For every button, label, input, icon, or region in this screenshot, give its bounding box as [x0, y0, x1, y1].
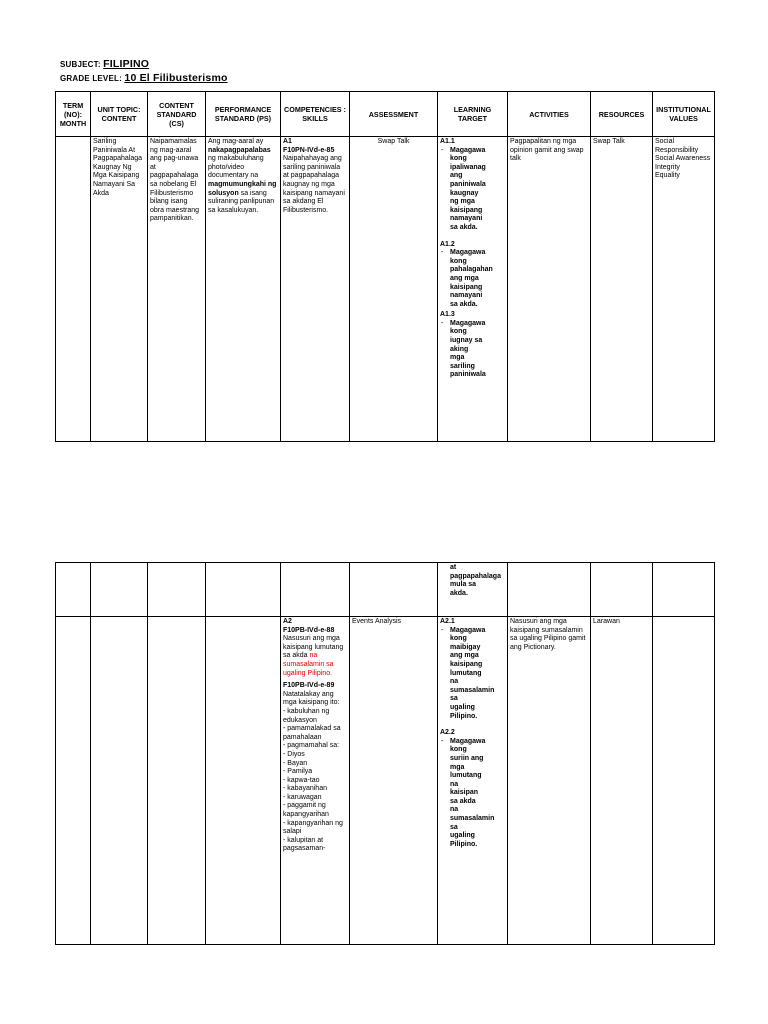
col-header-content-standard: CONTENT STANDARD (CS) — [148, 92, 206, 137]
ps-text-c: ng makabuluhang photo/video documentary na — [208, 155, 264, 180]
comp-list-item: - pamamalakad sa pamahalaan — [283, 725, 341, 741]
activities-cell: Pagpapalitan ng mga opinion gamit ang swap talk — [508, 137, 591, 442]
target-item: - Magagawa kong ipaliwanag ang paniniwala kaugnay ng mga kaisipang namayani sa akda. — [441, 146, 486, 231]
comp-list-item: - Diyos — [283, 750, 305, 758]
target-code: A1.1 — [440, 138, 455, 145]
learning-target-cell — [438, 137, 508, 442]
col-header-institutional-values: INSTITUTIONAL VALUES — [653, 92, 715, 137]
target-text: Magagawa kong maibigay ang mga kaisipang lumutang na sumasalamin sa ugaling Pilipino. — [450, 626, 495, 720]
col-header-assessment: ASSESSMENT — [350, 92, 438, 137]
performance-standard-cell — [206, 617, 281, 945]
empty-cell — [281, 563, 350, 617]
ps-text-a: Ang mag-aaral ay — [208, 138, 264, 145]
value-item: Social Responsibility — [655, 138, 699, 154]
target-code: A2.1 — [440, 618, 455, 625]
grade-label: GRADE LEVEL: — [60, 74, 122, 83]
activities-cell: Nasusuri ang mga kaisipang sumasalamin sa ugaling Pilipino gamit ang Pictionary. — [508, 617, 591, 945]
empty-cell — [148, 563, 206, 617]
comp-sub: F10PB-IVd-e-89 — [283, 682, 335, 690]
institutional-values-cell — [653, 617, 715, 945]
grade-level-line — [60, 72, 228, 84]
unit-topic-cell: Sariling Paniniwala At Pagpapahalaga Kaugnay Ng Mga Kaisipang Namayani Sa Akda — [91, 137, 148, 442]
target-code: A2.2 — [440, 729, 455, 737]
resources-cell: Swap Talk — [591, 137, 653, 442]
subject-value: FILIPINO — [103, 58, 150, 70]
subject-label: SUBJECT: — [60, 60, 101, 69]
empty-cell — [206, 563, 281, 617]
learning-target-cell — [438, 617, 508, 945]
content-standard-cell: Naipamamalas ng mag-aaral ang pag-unawa at pagpapahalaga sa nobelang El Filibusterismo bilang isang obra maestrang pampanitikan. — [148, 137, 206, 442]
target-item: - Magagawa kong maibigay ang mga kaisipang lumutang na sumasalamin sa ugaling Pilipino. — [441, 626, 495, 720]
comp-list-item: - kabayanihan — [283, 785, 327, 793]
comp-list-item: - kapwa-tao — [283, 776, 320, 784]
comp-text: Naipahahayag ang sariling paniniwala at pagpapahalaga kaugnay ng mga kaisipang namayani sa akdang El Filibusterismo. — [283, 155, 345, 214]
term-cell — [56, 137, 91, 442]
table-row — [56, 137, 715, 442]
target-item: - Magagawa kong iugnay sa aking mga sariling paniniwala — [441, 319, 486, 379]
empty-cell — [591, 563, 653, 617]
term-cell — [56, 617, 91, 945]
target-item: - Magagawa kong suriin ang mga lumutang na kaisipan sa akda na sumasalamin sa ugaling Pilipino. — [441, 737, 495, 848]
comp-list-item: - karuwagan — [283, 793, 322, 801]
col-header-performance-standard: PERFORMANCE STANDARD (PS) — [206, 92, 281, 137]
comp-list-item: - Bayan — [283, 759, 308, 767]
target-code: A1.3 — [440, 311, 455, 319]
empty-cell — [508, 563, 591, 617]
comp-sub: F10PB-IVd-e-88 — [283, 626, 335, 634]
comp-list-item: - Pamilya — [283, 768, 313, 776]
performance-standard-cell — [206, 137, 281, 442]
comp-code: A2 — [283, 618, 292, 625]
content-standard-cell — [148, 617, 206, 945]
col-header-competencies: COMPETENCIES : SKILLS — [281, 92, 350, 137]
value-item: Integrity — [655, 163, 680, 171]
unit-topic-cell — [91, 617, 148, 945]
empty-cell — [91, 563, 148, 617]
empty-cell — [653, 563, 715, 617]
curriculum-table-page2 — [55, 562, 715, 945]
assessment-cell: Swap Talk — [350, 137, 438, 442]
ps-text-d: magmumungkahi ng solusyon — [208, 180, 277, 197]
target-text-continued: at pagpapahalaga mula sa akda. — [450, 564, 501, 597]
ps-text-e: sa isang suliraning panlipunan sa kasalukuyan. — [208, 189, 275, 214]
resources-cell: Larawan — [591, 617, 653, 945]
col-header-unit-topic: UNIT TOPIC: CONTENT — [91, 92, 148, 137]
ps-text-b: nakapagpapalabas — [208, 146, 271, 154]
value-item: Social Awareness — [655, 155, 711, 163]
comp-list-item: - kalupitan at pagsasaman- — [283, 836, 326, 853]
grade-value: 10 El Filibusterismo — [124, 72, 228, 84]
target-code: A1.2 — [440, 240, 455, 248]
col-header-term: TERM (NO): MONTH — [56, 92, 91, 137]
col-header-activities: ACTIVITIES — [508, 92, 591, 137]
table-row — [56, 617, 715, 945]
curriculum-table-page1 — [55, 91, 715, 442]
target-text: Magagawa kong ipaliwanag ang paniniwala kaugnay ng mga kaisipang namayani sa akda. — [450, 146, 486, 231]
institutional-values-cell — [653, 137, 715, 442]
value-item: Equality — [655, 172, 680, 180]
assessment-cell: Events Analysis — [350, 617, 438, 945]
learning-target-cell — [438, 563, 508, 617]
comp-list-item: - kapangyarihan ng salapi — [283, 819, 343, 836]
col-header-resources: RESOURCES — [591, 92, 653, 137]
competencies-cell — [281, 137, 350, 442]
comp-list-item: - pagmamahal sa: — [283, 742, 340, 750]
target-text: Magagawa kong pahalagahan ang mga kaisipang namayani sa akda. — [450, 249, 493, 308]
empty-cell — [350, 563, 438, 617]
comp-text-highlight: na sumasalamin sa ugaling Pilipino. — [283, 652, 334, 677]
competencies-cell — [281, 617, 350, 945]
target-text: Magagawa kong suriin ang mga lumutang na kaisipan sa akda na sumasalamin sa ugaling Pilipino. — [450, 737, 495, 848]
comp-text: Nasusuri ang mga kaisipang lumutang sa akda — [283, 635, 344, 660]
comp-intro: Natatalakay ang mga kaisipang ito: — [283, 690, 340, 707]
table-row — [56, 563, 715, 617]
comp-code: A1 — [283, 138, 292, 145]
target-text: Magagawa kong iugnay sa aking mga sariling paniniwala — [450, 319, 486, 379]
header-row — [56, 92, 715, 137]
target-item: - Magagawa kong pahalagahan ang mga kaisipang namayani sa akda. — [441, 249, 493, 308]
col-header-learning-target: LEARNING TARGET — [438, 92, 508, 137]
comp-list-item: - kabuluhan ng edukasyon — [283, 707, 330, 724]
subject-line — [60, 58, 149, 70]
comp-list-item: - paggamit ng kapangyarihan — [283, 802, 329, 819]
comp-sub: F10PN-IVd-e-85 — [283, 146, 335, 154]
empty-cell — [56, 563, 91, 617]
